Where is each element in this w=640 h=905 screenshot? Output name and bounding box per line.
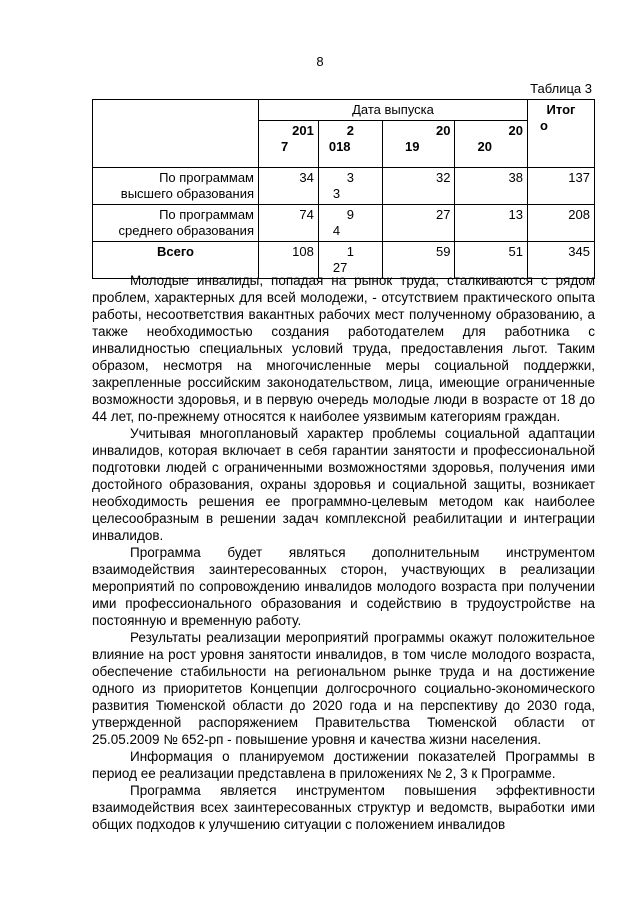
year-2019-line-2: 19: [405, 139, 420, 154]
paragraph: Учитывая многоплановый характер проблемы социальной адаптации инвалидов, которая включает в себя гарантии занятости и профессиональной подготовки людей с ограниченными возможностями здоровья, получения ими достойного образования, охраны здоровья и социальной защиты, возникает необходимость решения ее программно-целевым методом как наиболее целесообразным в решении задач комплексной реабилитации и интеграции инвалидов.: [92, 426, 595, 543]
cell-2018-line-2: 4: [332, 223, 341, 238]
cell-2020: 51: [455, 242, 528, 279]
header-year-2017: [259, 121, 319, 168]
year-2018-line-1: 2: [346, 123, 355, 138]
year-2020-line-2: 20: [477, 139, 492, 154]
row-label-line-1: По программам: [159, 170, 254, 185]
header-total: [528, 100, 595, 168]
graduates-table: [92, 99, 595, 279]
cell-2019: 32: [383, 168, 455, 205]
page-number: 8: [316, 54, 324, 69]
year-2019-line-1: 20: [436, 123, 451, 138]
cell-2020: 38: [455, 168, 528, 205]
cell-2018-line-2: 27: [332, 260, 348, 275]
header-total-line-2: о: [540, 118, 548, 133]
year-2017-line-1: 201: [292, 123, 314, 138]
cell-2018-line-2: 3: [332, 186, 341, 201]
paragraph: Программа является инструментом повышения эффективности взаимодействия всех заинтересованных структур и ведомств, выработки ими общих подходов к улучшению ситуации с положением инвалидов: [92, 783, 595, 832]
header-year-2018: [318, 121, 382, 168]
cell-2017: 108: [259, 242, 319, 279]
cell-total: 208: [528, 205, 595, 242]
header-year-2019: [383, 121, 455, 168]
cell-2018-line-1: 9: [346, 207, 355, 222]
paragraph: Молодые инвалиды, попадая на рынок труда, сталкиваются с рядом проблем, характерных для всей молодежи, - отсутствием практического опыта работы, несоответствия вакантных рабочих мест полученному образованию, а также необходимостью создания работодателем для работника с инвалидностью специальных условий труда, предоставления льгот. Таким образом, несмотря на многочисленные меры социальной поддержки, закрепленные российским законодательством, лица, имеющие ограниченные возможности здоровья, и в первую очередь молодые люди в возрасте от 18 до 44 лет, по-прежнему относятся к наиболее уязвимым категориям граждан.: [92, 273, 595, 424]
row-label-line-2: среднего образования: [118, 223, 254, 238]
cell-2017: 34: [259, 168, 319, 205]
table-row: [93, 168, 595, 205]
year-2020-line-1: 20: [508, 123, 523, 138]
row-label-line-1: По программам: [159, 207, 254, 222]
cell-2017: 74: [259, 205, 319, 242]
cell-2019: 59: [383, 242, 455, 279]
cell-2018-line-1: 3: [346, 170, 355, 185]
paragraph: Результаты реализации мероприятий программы окажут положительное влияние на рост уровня занятости инвалидов, в том числе молодого возраста, обеспечение стабильности на региональном рынке труда и на достижение одного из приоритетов Концепции долгосрочного социально-экономического развития Тюменской области до 2020 года и на перспективу до 2030 года, утвержденной распоряжением Правительства Тюменской области от 25.05.2009 № 652-рп - повышение уровня и качества жизни населения.: [92, 630, 595, 747]
paragraph: Информация о планируемом достижении показателей Программы в период ее реализации представлена в приложениях № 2, 3 к Программе.: [92, 749, 595, 781]
header-year-2020: [455, 121, 528, 168]
cell-2018-line-1: 1: [346, 244, 355, 259]
year-2018-line-2: 018: [328, 139, 351, 154]
cell-2018: [318, 168, 382, 205]
body-text: [92, 272, 595, 833]
cell-total: 137: [528, 168, 595, 205]
year-2017-line-2: 7: [281, 139, 289, 154]
row-label-total: Всего: [93, 242, 259, 279]
header-total-line-1: Итог: [546, 102, 576, 117]
table-header-row-1: [93, 100, 595, 121]
row-label-higher-education: [93, 168, 259, 205]
table-caption: Таблица 3: [530, 81, 592, 96]
row-label-line-2: высшего образования: [120, 186, 254, 201]
cell-total: 345: [528, 242, 595, 279]
table-row: [93, 205, 595, 242]
header-release-date: Дата выпуска: [259, 100, 528, 121]
cell-2020: 13: [455, 205, 528, 242]
row-label-secondary-education: [93, 205, 259, 242]
cell-2019: 27: [383, 205, 455, 242]
paragraph: Программа будет являться дополнительным инструментом взаимодействия заинтересованных сторон, участвующих в реализации мероприятий по сопровождению инвалидов молодого возраста при получении ими профессионального образования и содействию в трудоустройстве на постоянную и временную работу.: [92, 545, 595, 628]
cell-2018: [318, 205, 382, 242]
header-empty-cell: [93, 100, 259, 168]
